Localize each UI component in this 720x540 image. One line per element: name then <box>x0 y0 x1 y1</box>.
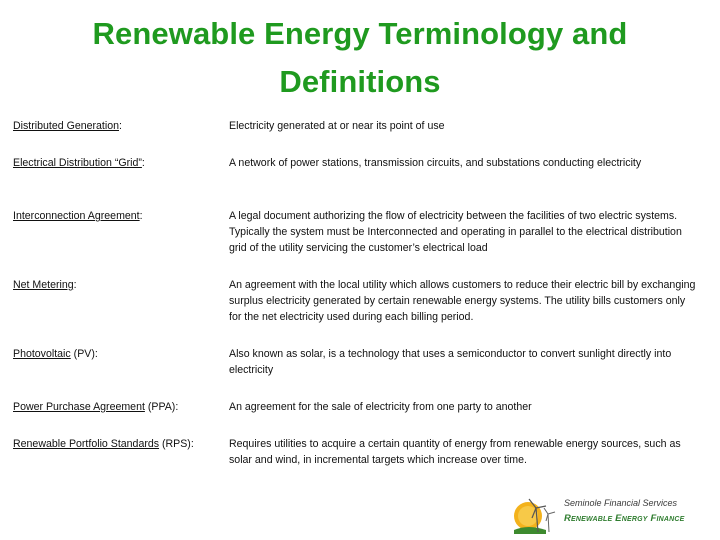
term-suffix: (RPS): <box>159 438 194 450</box>
term-suffix: : <box>73 279 77 291</box>
term-suffix: (PV): <box>70 348 98 360</box>
term-name: Interconnection Agreement <box>13 210 140 222</box>
term-label <box>13 436 228 452</box>
term-name: Net Metering <box>13 279 74 291</box>
term-label <box>13 155 228 171</box>
term-label <box>13 118 228 134</box>
term-label <box>13 277 228 293</box>
term-definition: Also known as solar, is a technology that uses a semiconductor to convert sunlight directly into electricity <box>229 348 672 376</box>
term-definition: A network of power stations, transmission circuits, and substations conducting electricity <box>229 157 642 169</box>
term-suffix: : <box>139 210 143 222</box>
term-name: Renewable Portfolio Standards <box>13 438 160 450</box>
sun-wind-turbine-icon <box>512 494 560 534</box>
term-definition: Requires utilities to acquire a certain quantity of energy from renewable energy sources, such as solar and wind, in incremental targets which increase over time. <box>229 438 681 466</box>
term-name: Power Purchase Agreement <box>13 401 145 413</box>
term-definition: An agreement for the sale of electricity from one party to another <box>229 401 532 413</box>
term-suffix: (PPA): <box>144 401 179 413</box>
term-label <box>13 399 228 415</box>
term-definition: Electricity generated at or near its point of use <box>229 120 445 132</box>
term-definition: A legal document authorizing the flow of electricity between the facilities of two electric systems. Typically the system must be Interconnected and operating in parallel to the electrical distribution grid of the utility servicing the customer’s electrical load <box>229 210 682 254</box>
logo-division-name: Renewable Energy Finance <box>564 513 685 524</box>
term-label <box>13 208 228 224</box>
term-definition: An agreement with the local utility which allows customers to reduce their electric bill by exchanging surplus electricity generated by certain renewable energy systems. The utility bills customers only for the net electricity used during each billing period. <box>229 279 696 323</box>
term-label <box>13 346 228 362</box>
company-logo <box>512 494 712 534</box>
page-title: Renewable Energy Terminology and Definitions <box>92 16 628 99</box>
term-suffix: : <box>119 120 122 132</box>
term-name: Photovoltaic <box>13 348 71 360</box>
term-name: Electrical Distribution “Grid” <box>13 157 142 169</box>
term-name: Distributed Generation <box>13 120 119 132</box>
logo-company-name: Seminole Financial Services <box>564 498 678 508</box>
term-suffix: : <box>141 157 145 169</box>
